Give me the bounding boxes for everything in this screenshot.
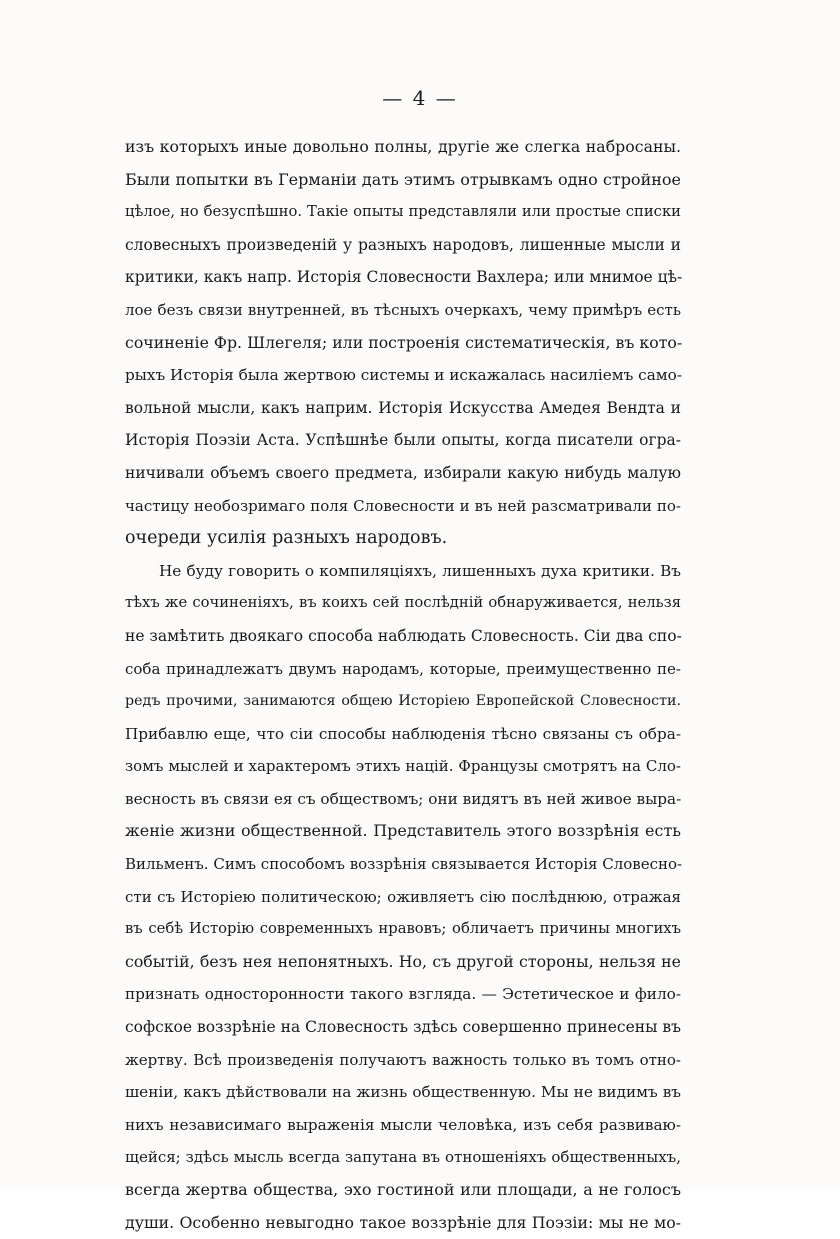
text-line: Были попытки въ Германіи дать этимъ отрывкамъ одно стройное: [125, 169, 681, 189]
text-line: весность въ связи ея съ обществомъ; они видятъ въ ней живое выра-: [125, 789, 682, 808]
text-line: рыхъ Исторія была жертвою системы и искажалась насиліемъ само-: [125, 366, 682, 385]
text-line: очереди усилія разныхъ народовъ.: [125, 528, 448, 549]
text-line: софское воззрѣніе на Словесность здѣсь совершенно принесены въ: [125, 1018, 681, 1037]
body-text: [125, 131, 681, 1239]
text-line: жертву. Всѣ произведенія получаютъ важность только въ томъ отно-: [125, 1050, 681, 1069]
text-line: Вильменъ. Симъ способомъ воззрѣнія связывается Исторія Словесно-: [125, 855, 683, 874]
text-line: соба принадлежатъ двумъ народамъ, которые, преимущественно пе-: [125, 659, 681, 678]
text-line: критики, какъ напр. Исторія Словесности Вахлера; или мнимое цѣ-: [125, 268, 683, 287]
text-line: ничивали объемъ своего предмета, избирали какую нибудь малую: [125, 463, 681, 482]
text-line: сти съ Исторіею политическою; оживляетъ сію послѣднюю, отражая: [125, 887, 681, 906]
text-line: женіе жизни общественной. Представитель этого воззрѣнія есть: [125, 821, 681, 841]
text-line: частицу необозримаго поля Словесности и въ ней разсматривали по-: [125, 496, 681, 515]
text-line: Исторія Поэзіи Аста. Успѣшнѣе были опыты, когда писатели огра-: [125, 431, 681, 450]
text-line: событій, безъ нея непонятныхъ. Но, съ другой стороны, нельзя не: [125, 951, 681, 971]
paragraph-2: [125, 555, 681, 1239]
page-number: — 4 —: [382, 86, 458, 110]
text-line: цѣлое, но безуспѣшно. Такіе опыты представляли или простые списки: [125, 203, 681, 221]
text-line: лое безъ связи внутренней, въ тѣсныхъ очеркахъ, чему примѣръ есть: [125, 300, 681, 319]
text-line: сочиненіе Фр. Шлегеля; или построенія систематическія, въ кото-: [125, 332, 683, 352]
text-line: тѣхъ же сочиненіяхъ, въ коихъ сей послѣдній обнаруживается, нельзя: [125, 594, 681, 612]
text-line: щейся; здѣсь мысль всегда запутана въ отношеніяхъ общественныхъ,: [125, 1148, 681, 1167]
text-line: нихъ независимаго выраженія мысли человѣка, изъ себя развиваю-: [125, 1115, 681, 1134]
text-line: редъ прочими, занимаются общею Исторіею Европейской Словесности.: [125, 693, 681, 710]
paragraph-1: [125, 131, 681, 555]
text-line: въ себѣ Исторію современныхъ нравовъ; обличаетъ причины многихъ: [125, 920, 681, 938]
text-line: всегда жертва общества, эхо гостиной или площади, а не голосъ: [125, 1180, 681, 1199]
text-line: души. Особенно невыгодно такое воззрѣніе для Поэзіи: мы не мо-: [125, 1212, 681, 1232]
text-line: вольной мысли, какъ наприм. Исторія Искусства Амедея Вендта и: [125, 398, 681, 417]
text-line: словесныхъ произведеній у разныхъ народовъ, лишенные мысли и: [125, 235, 681, 254]
text-line: изъ которыхъ иные довольно полны, другіе же слегка набросаны.: [125, 137, 681, 156]
text-line: Прибавлю еще, что сіи способы наблюденія тѣсно связаны съ обра-: [125, 724, 681, 743]
text-line: шеніи, какъ дѣйствовали на жизнь общественную. Мы не видимъ въ: [125, 1083, 681, 1102]
text-line: признать односторонности такого взгляда. — Эстетическое и фило-: [125, 985, 681, 1004]
text-line: не замѣтить двоякаго способа наблюдать Словесность. Сіи два спо-: [125, 626, 682, 645]
text-line: зомъ мыслей и характеромъ этихъ націй. Французы смотрятъ на Сло-: [125, 757, 681, 776]
text-line: Не буду говорить о компиляціяхъ, лишенныхъ духа критики. Въ: [159, 561, 681, 580]
